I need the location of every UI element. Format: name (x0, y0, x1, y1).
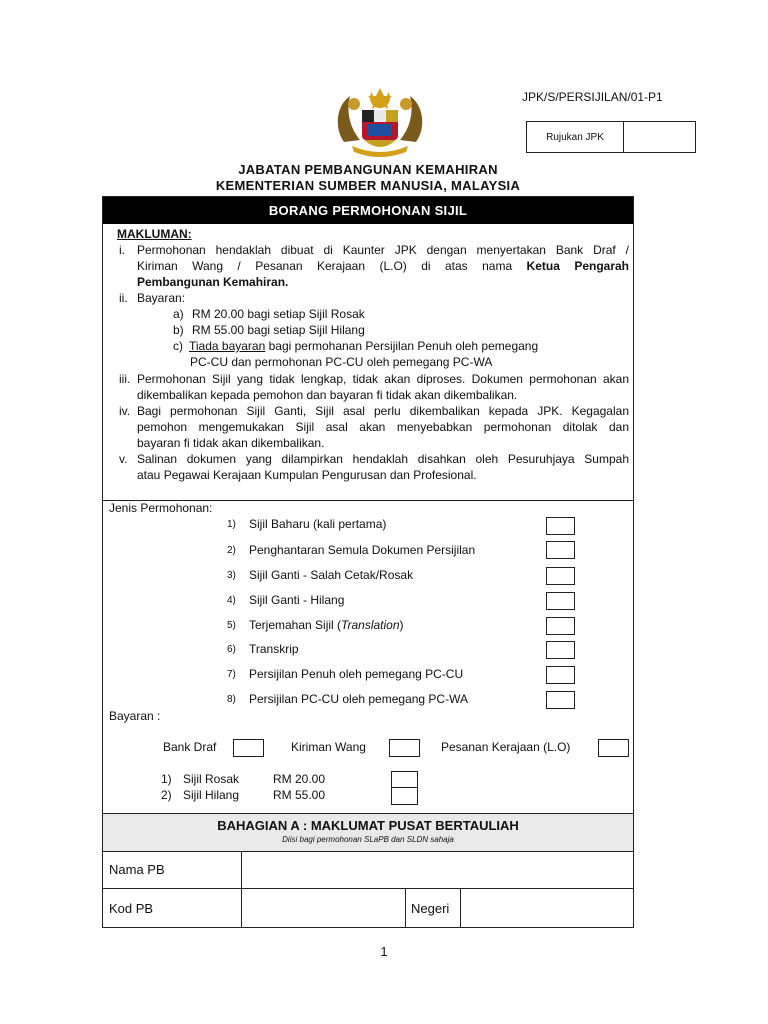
checkbox-pesanan-kerajaan[interactable] (598, 739, 629, 757)
item-iii-line1: Permohonan Sijil yang tidak lengkap, tidak akan diproses. Dokumen permohonan akan (137, 372, 629, 386)
option-label: Penghantaran Semula Dokumen Persijilan (249, 543, 476, 557)
bahagian-a-title: BAHAGIAN A : MAKLUMAT PUSAT BERTAULIAH (217, 818, 519, 833)
checkbox-sijil-ganti-hilang[interactable] (546, 592, 575, 610)
bank-draf-label: Bank Draf (163, 740, 217, 754)
option-label: Persijilan PC-CU oleh pemegang PC-WA (249, 692, 468, 706)
fee-number: 1) (161, 772, 172, 786)
option-label: Sijil Ganti - Hilang (249, 593, 345, 607)
item-v-line2: atau Pegawai Kerajaan Kumpulan Pengurusan dan Profesional. (137, 468, 477, 482)
option-number: 5) (227, 620, 236, 631)
option-label: Transkrip (249, 642, 299, 656)
malaysia-coat-of-arms-icon (330, 84, 430, 158)
item-ii-number: ii. (119, 291, 128, 305)
option-label: Persijilan Penuh oleh pemegang PC-CU (249, 667, 464, 681)
fee-b-label: b) (173, 323, 184, 337)
ministry-title: KEMENTERIAN SUMBER MANUSIA, MALAYSIA (215, 178, 521, 193)
checkbox-penghantaran-semula[interactable] (546, 541, 575, 559)
kod-pb-field[interactable] (242, 889, 404, 927)
option-number: 4) (227, 595, 236, 606)
option-label (249, 618, 404, 632)
fee-b-text: RM 55.00 bagi setiap Sijil Hilang (192, 323, 365, 337)
item-i-number: i. (119, 243, 125, 257)
fee-a-text: RM 20.00 bagi setiap Sijil Rosak (192, 307, 365, 321)
fee-a-label: a) (173, 307, 184, 321)
jenis-permohonan-label: Jenis Permohonan: (109, 501, 213, 515)
item-iv-line1: Bagi permohonan Sijil Ganti, Sijil asal perlu dikembalikan kepada JPK. Kegagalan (137, 404, 629, 418)
rujukan-jpk-field[interactable] (624, 122, 695, 152)
pesanan-kerajaan-label: Pesanan Kerajaan (L.O) (441, 740, 571, 754)
checkbox-sijil-baharu[interactable] (546, 517, 575, 535)
negeri-field[interactable] (461, 889, 633, 927)
fee-c-underlined: Tiada bayaran (189, 339, 266, 353)
checkbox-terjemahan[interactable] (546, 617, 575, 635)
fee-amount: RM 55.00 (273, 788, 326, 802)
item-iv-line2: pemohon mengemukakan Sijil asal akan menyebabkan permohonan ditolak dan (137, 420, 629, 434)
fee-c-label: c) (173, 339, 183, 353)
option-number: 7) (227, 669, 236, 680)
item-ii-text: Bayaran: (137, 291, 186, 305)
page-number: 1 (380, 944, 388, 959)
option-label-italic: Translation (341, 618, 400, 632)
item-iii-line2: dikembalikan kepada pemohon dan bayaran fi tidak akan dikembalikan. (137, 388, 518, 402)
kiriman-wang-label: Kiriman Wang (291, 740, 366, 754)
item-iv-line3: bayaran fi tidak akan dikembalikan. (137, 436, 325, 450)
bahagian-a-subtitle: Diisi bagi permohonan SLaPB dan SLDN sahaja (282, 835, 454, 844)
fee-item: Sijil Rosak (183, 772, 240, 786)
item-iii-number: iii. (119, 372, 131, 386)
fee-c-rest: bagi permohanan Persijilan Penuh oleh pemegang (265, 339, 539, 353)
fee-c-line1 (189, 338, 538, 354)
option-label-text: Terjemahan Sijil ( (249, 618, 342, 632)
checkbox-persijilan-pc-cu[interactable] (546, 691, 575, 709)
makluman-heading: MAKLUMAN: (117, 227, 192, 241)
checkbox-bank-draf[interactable] (233, 739, 264, 757)
item-iv-number: iv. (119, 404, 131, 418)
checkbox-persijilan-penuh[interactable] (546, 666, 575, 684)
item-v-line1: Salinan dokumen yang dilampirkan hendaklah disahkan oleh Pesuruhjaya Sumpah (137, 452, 629, 466)
rujukan-jpk-label: Rujukan JPK (527, 122, 624, 152)
option-number: 2) (227, 545, 236, 556)
checkbox-transkrip[interactable] (546, 641, 575, 659)
rujukan-jpk-box (526, 121, 696, 153)
option-number: 1) (227, 519, 236, 530)
item-i-line2-bold: Ketua Pengarah (526, 259, 629, 273)
table-divider (405, 888, 406, 927)
fee-number: 2) (161, 788, 172, 802)
option-number: 6) (227, 644, 236, 655)
item-i-line1: Permohonan hendaklah dibuat di Kaunter JPK dengan menyertakan Bank Draf / (137, 243, 629, 257)
checkbox-sijil-ganti-rosak[interactable] (546, 567, 575, 585)
option-label: Sijil Ganti - Salah Cetak/Rosak (249, 568, 414, 582)
negeri-label: Negeri (411, 901, 450, 916)
checkbox-sijil-hilang[interactable] (391, 787, 418, 805)
application-form (102, 196, 634, 928)
document-code: JPK/S/PERSIJILAN/01-P1 (522, 90, 663, 104)
bahagian-a-header (103, 813, 633, 852)
option-number: 3) (227, 570, 236, 581)
option-label-close: ) (399, 618, 404, 632)
item-v-number: v. (119, 452, 128, 466)
option-label: Sijil Baharu (kali pertama) (249, 517, 387, 531)
nama-pb-label: Nama PB (109, 862, 165, 877)
form-title: BORANG PERMOHONAN SIJIL (103, 197, 633, 224)
item-i-line2 (137, 258, 629, 274)
fee-amount: RM 20.00 (273, 772, 326, 786)
nama-pb-field[interactable] (242, 851, 633, 888)
department-title: JABATAN PEMBANGUNAN KEMAHIRAN (238, 162, 498, 177)
option-number: 8) (227, 694, 236, 705)
fee-item: Sijil Hilang (183, 788, 240, 802)
bayaran-label: Bayaran : (109, 709, 161, 723)
item-i-line3: Pembangunan Kemahiran. (137, 275, 289, 289)
item-i-line2-text: Kiriman Wang / Pesanan Kerajaan (L.O) di atas nama (137, 259, 527, 273)
kod-pb-label: Kod PB (109, 901, 154, 916)
fee-c-line2: PC-CU dan permohonan PC-CU oleh pemegang PC-WA (190, 355, 493, 369)
checkbox-kiriman-wang[interactable] (389, 739, 420, 757)
